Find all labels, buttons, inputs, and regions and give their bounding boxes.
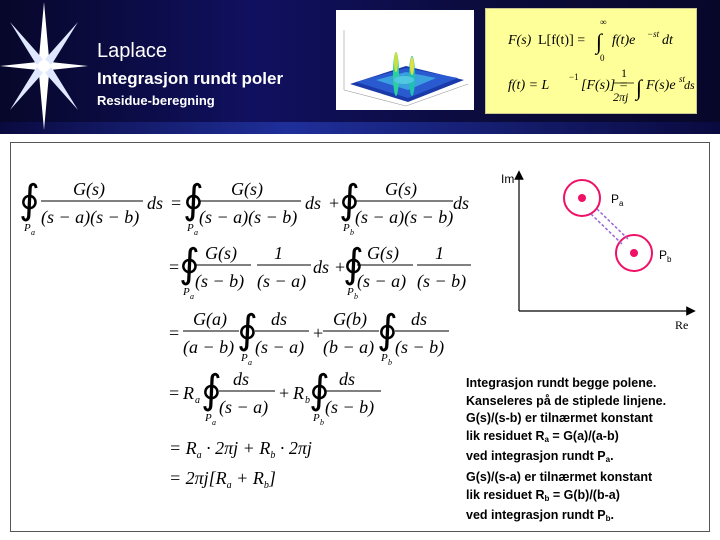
contour-integral-sign: ∮	[237, 307, 258, 352]
contour-integral-sign: ∮	[343, 241, 364, 286]
integral-sign-inverse: ∫	[636, 75, 643, 100]
contour-label-sub: a	[212, 418, 216, 427]
fraction-den: (a − b)	[183, 337, 235, 357]
contour-integral-sign: ∮	[339, 177, 360, 222]
banner-rule	[0, 122, 720, 134]
contour-label-sub: b	[354, 292, 358, 301]
laplace-inverse-rest: [F(s)] =	[581, 78, 629, 93]
contour-label: P	[313, 412, 320, 424]
laplace-upper-limit: ∞	[600, 17, 607, 27]
fraction-num: G(s)	[73, 179, 105, 199]
explanation-line: ved integrasjon rundt $P_b$.	[466, 508, 614, 524]
contour-integral-sign: ∮	[377, 307, 398, 352]
explanation-text	[466, 375, 706, 528]
fraction-num: G(a)	[193, 309, 227, 329]
explanation-line: Kanseleres på de stiplede linjene.	[466, 393, 667, 408]
surface-plot-image	[336, 10, 474, 110]
residue-r: R	[293, 383, 304, 403]
fraction-den: (b − a)	[323, 337, 375, 357]
contour-integral-sign: ∮	[183, 177, 204, 222]
residue-r: R	[183, 383, 194, 403]
fraction-den: (s − a)(s − b)	[199, 207, 298, 227]
laplace-inverse-exp: st	[679, 74, 686, 84]
fraction-num: 1	[274, 243, 283, 263]
laplace-formulas	[486, 9, 696, 113]
contour-label-sub: b	[320, 418, 324, 427]
equals-sign: =	[171, 193, 182, 213]
explanation-line: Integrasjon rundt begge polene.	[466, 376, 657, 390]
laplace-inverse-sup: −1	[569, 72, 579, 82]
fraction-den: (s − a)	[357, 271, 407, 291]
explanation-line: G(s)/(s-a) er tilnærmet konstant	[466, 469, 653, 484]
equation-row-6: = $2\pi j[R_a + R_b]$	[169, 468, 276, 491]
laplace-forward-op: L[f(t)] =	[538, 33, 586, 48]
fraction-den: (s − a)	[255, 337, 305, 357]
pole-b-dot	[630, 249, 638, 257]
contour-label: P	[241, 352, 248, 364]
contour-label: P	[343, 222, 350, 234]
fraction-num: G(b)	[333, 309, 367, 329]
contour-integral-sign: ∮	[201, 367, 222, 412]
contour-label-sub: a	[194, 228, 198, 237]
ds-text: ds	[147, 193, 164, 213]
contour-integral-sign: ∮	[179, 241, 200, 286]
contour-label-sub: a	[190, 292, 194, 301]
content-panel	[10, 142, 710, 532]
integral-sign-forward: ∫	[596, 29, 603, 54]
explanation-line: lik residuet $R_b = G(b)/(b-a)$	[466, 487, 620, 503]
fraction-num: G(s)	[205, 243, 237, 263]
contour-label-sub: b	[350, 228, 354, 237]
pole-a-label: $P_a$	[611, 192, 624, 208]
fraction-den: (s − a)(s − b)	[355, 207, 454, 227]
laplace-lower-limit: 0	[600, 53, 605, 63]
contour-label: P	[183, 286, 190, 298]
contour-label: P	[205, 412, 212, 424]
re-label: Re	[675, 318, 689, 332]
explanation-line: G(s)/(s-b) er tilnærmet konstant	[466, 411, 653, 426]
explanation-line: lik residuet $R_a = G(a)/(a-b)$	[466, 428, 619, 444]
fraction-den: (s − b)	[195, 271, 245, 291]
equation-row-5: = $R_a \cdot 2\pi j + R_b \cdot 2\pi j$	[169, 438, 312, 461]
starburst-icon	[0, 0, 100, 134]
contour-integral-sign: ∮	[19, 177, 40, 222]
laplace-inverse-num: 1	[621, 66, 627, 80]
slide-subtitle: Integrasjon rundt poler	[97, 69, 284, 88]
laplace-forward-integrand: f(t)e	[612, 33, 636, 48]
plus-sign: +	[335, 257, 346, 277]
title-banner	[0, 0, 720, 134]
pole-a-dot	[578, 194, 586, 202]
residue-sub: a	[195, 395, 200, 406]
contour-label-sub: a	[248, 358, 252, 367]
explanation-line: ved integrasjon rundt $P_a$.	[466, 449, 614, 465]
fraction-den: (s − b)	[417, 271, 467, 291]
fraction-num: ds	[233, 369, 250, 389]
fraction-den: (s − a)	[219, 397, 269, 417]
residue-sub: b	[305, 395, 310, 406]
laplace-transform-box	[485, 8, 697, 114]
equals-sign: =	[169, 257, 180, 277]
dashed-line-1	[591, 214, 622, 244]
laplace-forward-exp: −st	[647, 29, 660, 39]
pole-b-label: $P_b$	[659, 248, 672, 264]
laplace-inverse-integrand: F(s)e	[646, 78, 676, 93]
laplace-forward-lhs: F(s)	[508, 33, 532, 48]
laplace-inverse-d: ds	[684, 78, 695, 92]
fraction-num: G(s)	[231, 179, 263, 199]
fraction-den: (s − b)	[395, 337, 445, 357]
fraction-num: ds	[339, 369, 356, 389]
fraction-num: ds	[411, 309, 428, 329]
fraction-den: (s − b)	[325, 397, 375, 417]
contour-label: P	[347, 286, 354, 298]
fraction-num: 1	[435, 243, 444, 263]
fraction-den: (s − a)	[257, 271, 307, 291]
laplace-forward-d: dt	[662, 33, 673, 48]
plus-sign: +	[279, 383, 290, 403]
contour-label-sub: a	[31, 228, 35, 237]
contour-label: P	[381, 352, 388, 364]
equals-sign: =	[169, 323, 180, 343]
ds-text: ds	[313, 257, 330, 277]
contour-label: P	[24, 222, 31, 234]
slide-title: Laplace	[97, 40, 168, 62]
slide-subsubtitle: Residue-beregning	[97, 93, 215, 108]
fraction-num: ds	[271, 309, 288, 329]
contour-label-sub: b	[388, 358, 392, 367]
im-label: Im	[501, 172, 515, 186]
laplace-inverse-lhs: f(t) = L	[508, 78, 550, 93]
ds-text: ds	[453, 193, 470, 213]
contour-integral-sign: ∮	[309, 367, 330, 412]
plus-sign: +	[329, 193, 340, 213]
laplace-inverse-den: 2πj	[613, 90, 629, 104]
ds-text: ds	[305, 193, 322, 213]
plus-sign: +	[313, 323, 324, 343]
fraction-num: G(s)	[385, 179, 417, 199]
fraction-den: (s − a)(s − b)	[41, 207, 140, 227]
equals-sign: =	[169, 383, 180, 403]
dashed-line-2	[597, 209, 628, 239]
contour-label: P	[187, 222, 194, 234]
fraction-num: G(s)	[367, 243, 399, 263]
